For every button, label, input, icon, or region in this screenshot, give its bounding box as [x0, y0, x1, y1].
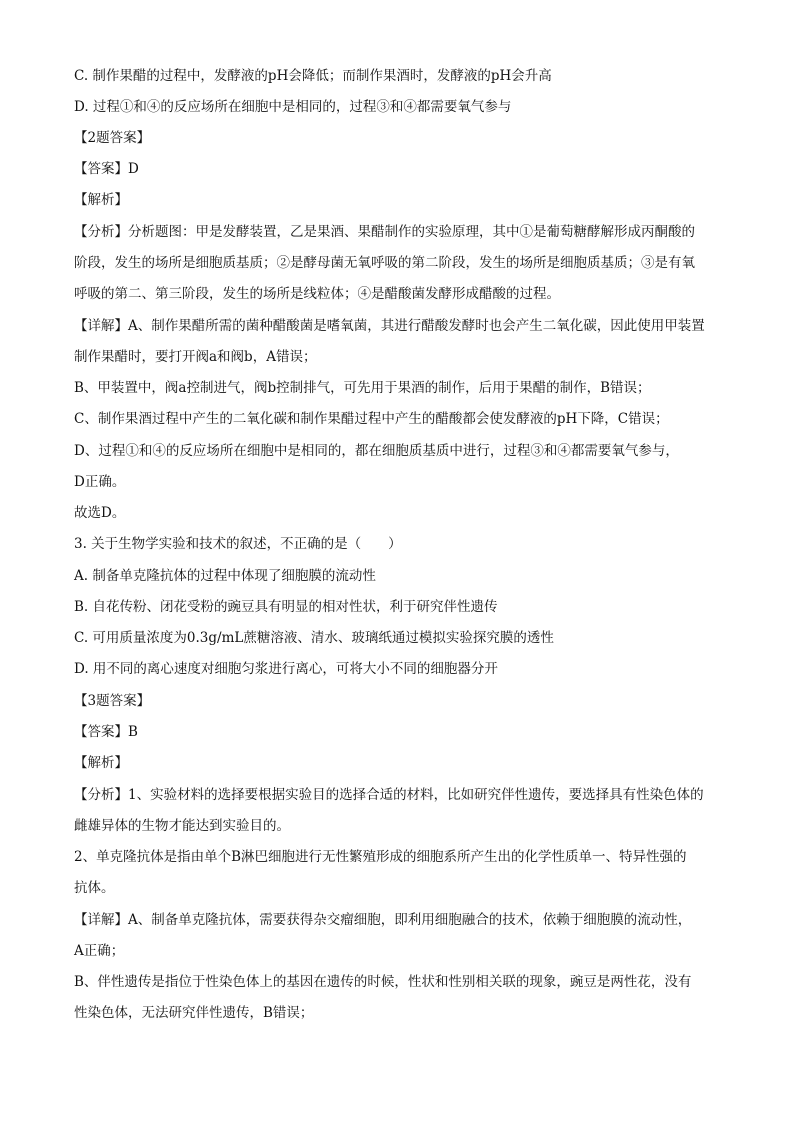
- text-line-content: C. 制作果醋的过程中，发酵液的pH会降低；而制作果酒时，发酵液的pH会升高: [74, 68, 552, 84]
- answer-value: 【答案】B: [74, 724, 138, 740]
- text-line: [74, 284, 734, 304]
- text-line-content: 雌雄异体的生物才能达到实验目的。: [74, 818, 290, 834]
- text-line-content: A正确；: [74, 943, 125, 959]
- text-line: [74, 878, 734, 898]
- text-line: [74, 441, 734, 461]
- text-line-content: 【分析】分析题图：甲是发酵装置，乙是果酒、果醋制作的实验原理，其中①是葡萄糖酵解形成丙酮酸的: [74, 224, 695, 240]
- text-line: [74, 159, 734, 179]
- text-line: [74, 316, 734, 336]
- text-line-content: B、甲装置中，阀a控制进气，阀b控制排气，可先用于果酒的制作，后用于果醋的制作，B错误；: [74, 380, 651, 396]
- text-line-content: 2、单克隆抗体是指由单个B淋巴细胞进行无性繁殖形成的细胞系所产生出的化学性质单一、特异性强的: [74, 849, 687, 865]
- text-line: [74, 190, 734, 210]
- text-line-content: D正确。: [74, 474, 126, 490]
- text-line: [74, 972, 734, 992]
- text-line: [74, 97, 734, 117]
- text-line: [74, 222, 734, 242]
- text-line-content: 制作果醋时，要打开阀a和阀b，A错误；: [74, 349, 317, 365]
- text-line-content: 故选D。: [74, 505, 126, 521]
- text-line: [74, 659, 734, 679]
- text-line: [74, 409, 734, 429]
- option-d: D. 用不同的离心速度对细胞匀浆进行离心，可将大小不同的细胞器分开: [74, 661, 498, 677]
- analysis-heading: 【解析】: [74, 192, 128, 208]
- analysis-heading: 【解析】: [74, 755, 128, 771]
- text-line-content: 【分析】1、实验材料的选择要根据实验目的选择合适的材料，比如研究伴性遗传，要选择具有性染色体的: [74, 787, 704, 803]
- text-line-content: 【详解】A、制备单克隆抗体，需要获得杂交瘤细胞，即利用细胞融合的技术，依赖于细胞膜的流动性，: [74, 912, 692, 928]
- text-line: [74, 66, 734, 86]
- text-line: [74, 534, 734, 554]
- text-line: [74, 1003, 734, 1023]
- text-line-content: 抗体。: [74, 880, 115, 896]
- answer-heading: 【3题答案】: [74, 693, 151, 709]
- text-line-content: 呼吸的第二、第三阶段，发生的场所是线粒体；④是醋酸菌发酵形成醋酸的过程。: [74, 286, 560, 302]
- text-line: [74, 816, 734, 836]
- text-line: [74, 722, 734, 742]
- text-line: [74, 253, 734, 273]
- text-line-content: 性染色体，无法研究伴性遗传，B错误；: [74, 1005, 314, 1021]
- answer-heading: 【2题答案】: [74, 130, 151, 146]
- text-line-content: 【详解】A、制作果醋所需的菌种醋酸菌是嗜氧菌，其进行醋酸发酵时也会产生二氧化碳，因此使用甲装置: [74, 318, 705, 334]
- text-line: [74, 941, 734, 961]
- text-line: [74, 347, 734, 367]
- text-line: [74, 628, 734, 648]
- text-line: [74, 847, 734, 867]
- text-line: [74, 785, 734, 805]
- text-line: [74, 472, 734, 492]
- text-line: [74, 691, 734, 711]
- text-line-content: 阶段，发生的场所是细胞质基质；②是酵母菌无氧呼吸的第二阶段，发生的场所是细胞质基质；③是有氧: [74, 255, 695, 271]
- option-a: A. 制备单克隆抗体的过程中体现了细胞膜的流动性: [74, 568, 376, 584]
- text-line: [74, 378, 734, 398]
- question-stem: 3. 关于生物学实验和技术的叙述，不正确的是（ ）: [74, 536, 402, 552]
- text-line: [74, 503, 734, 523]
- text-line: [74, 597, 734, 617]
- text-line: [74, 753, 734, 773]
- text-line: [74, 910, 734, 930]
- text-line: [74, 128, 734, 148]
- text-line: [74, 566, 734, 586]
- option-c: C. 可用质量浓度为0.3g/mL蔗糖溶液、清水、玻璃纸通过模拟实验探究膜的透性: [74, 630, 554, 646]
- text-line-content: D. 过程①和④的反应场所在细胞中是相同的，过程③和④都需要氧气参与: [74, 99, 512, 115]
- text-line-content: D、过程①和④的反应场所在细胞中是相同的，都在细胞质基质中进行，过程③和④都需要氧气参与，: [74, 443, 679, 459]
- answer-value: 【答案】D: [74, 161, 139, 177]
- text-line-content: C、制作果酒过程中产生的二氧化碳和制作果醋过程中产生的醋酸都会使发酵液的pH下降，C错误；: [74, 411, 669, 427]
- option-b: B. 自花传粉、闭花受粉的豌豆具有明显的相对性状，利于研究伴性遗传: [74, 599, 498, 615]
- text-line-content: B、伴性遗传是指位于性染色体上的基因在遗传的时候，性状和性别相关联的现象，豌豆是两性花，没有: [74, 974, 692, 990]
